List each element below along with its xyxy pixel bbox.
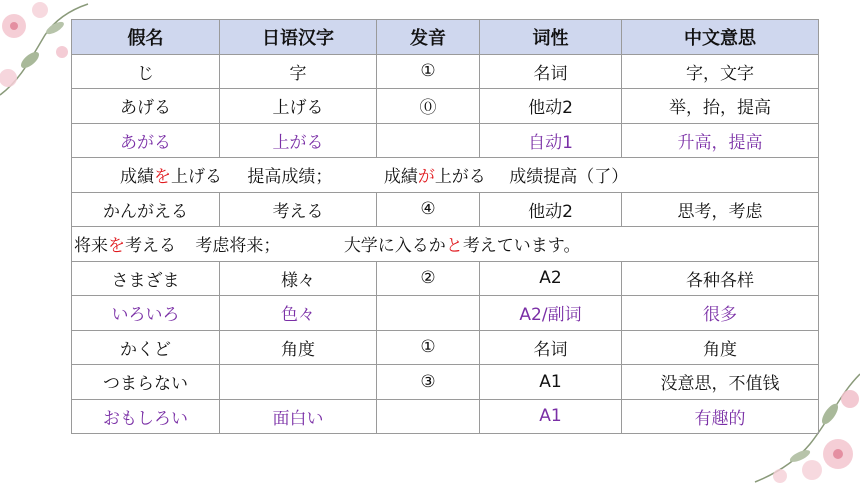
cell-pos: 他动2: [480, 192, 622, 227]
example-word: 上げる: [171, 167, 222, 188]
cell-kanji: 字: [220, 54, 377, 89]
cell-pos: A1: [480, 365, 622, 400]
cell-kanji: 様々: [220, 261, 377, 296]
cell-accent: [377, 399, 480, 434]
example-sentence-row: [72, 227, 819, 262]
cell-pos: 他动2: [480, 89, 622, 124]
particle-highlight: と: [445, 236, 463, 257]
example-word: 成績: [383, 167, 418, 188]
header-meaning: 中文意思: [622, 20, 819, 55]
cell-meaning: 各种各样: [622, 261, 819, 296]
table-row: [72, 261, 819, 296]
cell-pos: A2: [480, 261, 622, 296]
cell-meaning: 有趣的: [622, 399, 819, 434]
cell-kanji: 角度: [220, 330, 377, 365]
cell-kana: あげる: [72, 89, 220, 124]
header-kana: 假名: [72, 20, 220, 55]
cell-meaning: 很多: [622, 296, 819, 331]
table-row: [72, 296, 819, 331]
cell-kana: つまらない: [72, 365, 220, 400]
particle-highlight: を: [108, 236, 125, 257]
table-row: [72, 365, 819, 400]
example-sentence-row: [72, 158, 819, 193]
cell-meaning: 角度: [622, 330, 819, 365]
example-word: 考えています。: [462, 236, 581, 257]
cell-pos: 名词: [480, 54, 622, 89]
cell-pos: 名词: [480, 330, 622, 365]
cell-accent: ⓪: [377, 89, 480, 124]
example-word: 考える: [125, 236, 176, 257]
table-row: [72, 330, 819, 365]
cell-kanji: 面白い: [220, 399, 377, 434]
cell-accent: [377, 123, 480, 158]
cell-accent: ①: [377, 54, 480, 89]
cell-kana: いろいろ: [72, 296, 220, 331]
table-row: [72, 192, 819, 227]
table-header-row: [72, 20, 819, 55]
header-accent: 发音: [377, 20, 480, 55]
example-translation: 考虑将来；: [195, 236, 281, 257]
example-translation: 成绩提高（了）: [509, 167, 629, 188]
cell-meaning: 举，抬，提高: [622, 89, 819, 124]
cell-kanji: 上げる: [220, 89, 377, 124]
cell-meaning: 字，文字: [622, 54, 819, 89]
cell-meaning: 没意思，不值钱: [622, 365, 819, 400]
example-word: 成績: [120, 167, 154, 188]
example-word: 将来: [74, 236, 108, 257]
table-row: [72, 123, 819, 158]
cell-accent: ②: [377, 261, 480, 296]
particle-highlight: を: [154, 167, 171, 188]
particle-highlight: が: [417, 167, 435, 188]
cell-kanji: 考える: [220, 192, 377, 227]
example-word: 上がる: [434, 167, 486, 188]
cell-pos: 自动1: [480, 123, 622, 158]
example-sentence-2: [72, 227, 819, 262]
table-row: [72, 89, 819, 124]
example-translation: 提高成绩；: [247, 167, 333, 188]
cell-pos: A2/副词: [480, 296, 622, 331]
cell-accent: ③: [377, 365, 480, 400]
table-row: [72, 399, 819, 434]
cell-kana: さまざま: [72, 261, 220, 296]
cell-meaning: 思考，考虑: [622, 192, 819, 227]
header-pos: 词性: [480, 20, 622, 55]
table-row: [72, 54, 819, 89]
cell-kana: かんがえる: [72, 192, 220, 227]
cell-accent: ④: [377, 192, 480, 227]
cell-kana: かくど: [72, 330, 220, 365]
example-sentence-1: [72, 158, 819, 193]
example-word: 大学に入るか: [343, 236, 446, 257]
cell-kanji: 色々: [220, 296, 377, 331]
cell-kanji: 上がる: [220, 123, 377, 158]
cell-kanji: [220, 365, 377, 400]
cell-kana: じ: [72, 54, 220, 89]
cell-accent: [377, 296, 480, 331]
header-kanji: 日语汉字: [220, 20, 377, 55]
cell-accent: ①: [377, 330, 480, 365]
vocabulary-table: [71, 19, 819, 434]
cell-pos: A1: [480, 399, 622, 434]
cell-kana: おもしろい: [72, 399, 220, 434]
cell-meaning: 升高，提高: [622, 123, 819, 158]
cell-kana: あがる: [72, 123, 220, 158]
